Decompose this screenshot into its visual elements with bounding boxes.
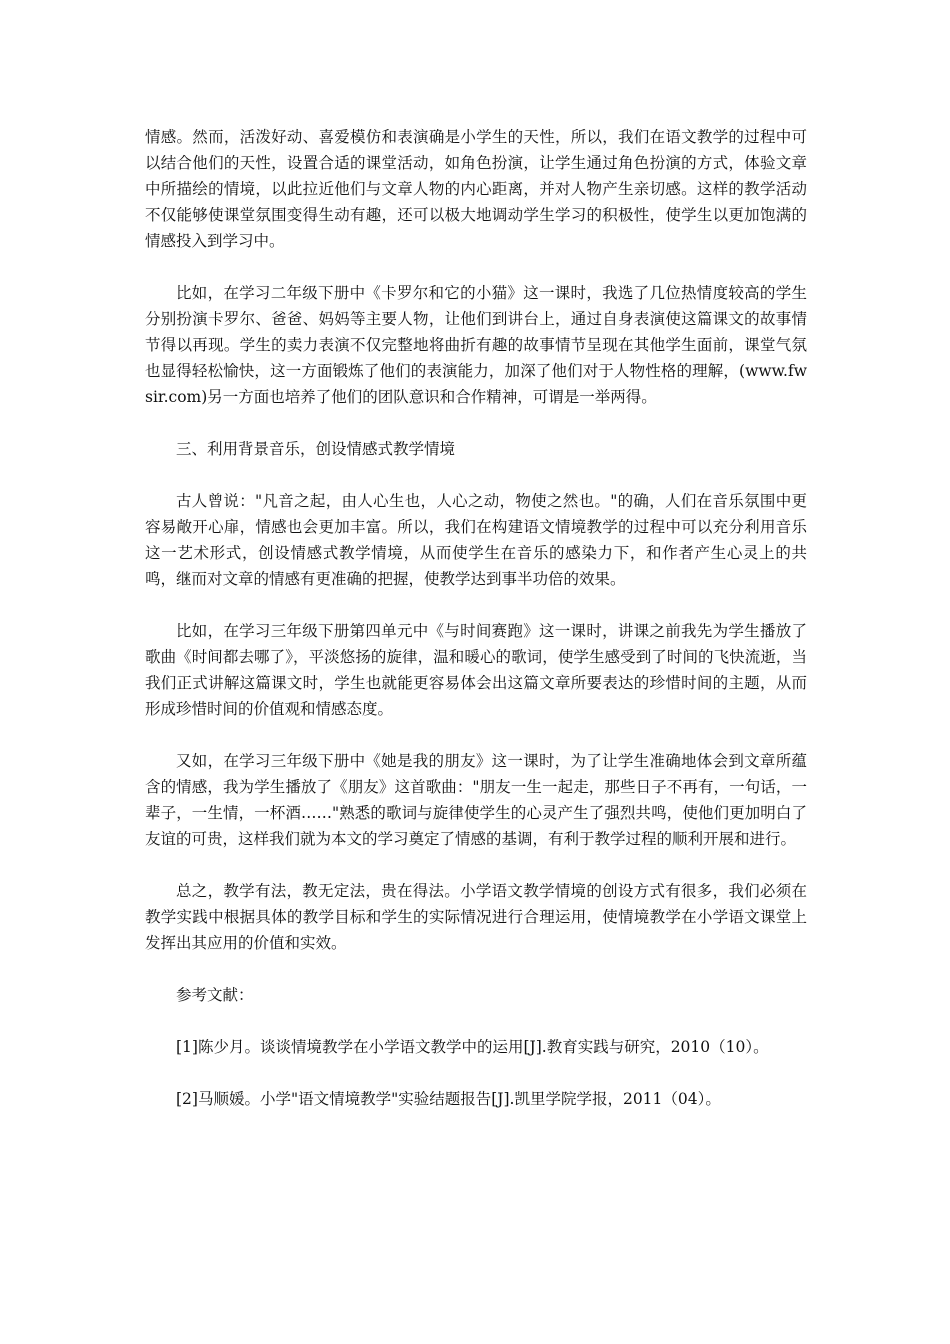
paragraph-music-example-2: 又如，在学习三年级下册中《她是我的朋友》这一课时，为了让学生准确地体会到文章所蕴含的情感，我为学生播放了《朋友》这首歌曲："朋友一生一起走，那些日子不再有，一句话，一辈子，一生情，一杯酒……"熟悉的歌词与旋律使学生的心灵产生了强烈共鸣，使他们更加明白了友谊的可贵，这样我们就为本文的学习奠定了情感的基调，有利于教学过程的顺利开展和进行。: [145, 752, 807, 848]
references-heading: 参考文献：: [176, 986, 254, 1004]
paragraph-music-example-1: 比如，在学习三年级下册第四单元中《与时间赛跑》这一课时，讲课之前我先为学生播放了歌曲《时间都去哪了》，平淡悠扬的旋律，温和暖心的歌词，使学生感受到了时间的飞快流逝，当我们正式讲解这篇课文时，学生也就能更容易体会出这篇文章所要表达的珍惜时间的主题，从而形成珍惜时间的价值观和情感态度。: [145, 622, 807, 718]
paragraph-role-play-example: 比如，在学习二年级下册中《卡罗尔和它的小猫》这一课时，我选了几位热情度较高的学生分别扮演卡罗尔、爸爸、妈妈等主要人物，让他们到讲台上，通过自身表演使这篇课文的故事情节得以再现。学生的卖力表演不仅完整地将曲折有趣的故事情节呈现在其他学生面前，课堂气氛也显得轻松愉快，这一方面锻炼了他们的表演能力，加深了他们对于人物性格的理解，(www.fwsir.com)另一方面也培养了他们的团队意识和合作精神，可谓是一举两得。: [145, 284, 807, 406]
document-page: [145, 124, 807, 1138]
section-heading-music: 三、利用背景音乐，创设情感式教学情境: [176, 440, 456, 458]
paragraph-music-intro: 古人曾说："凡音之起，由人心生也，人心之动，物使之然也。"的确，人们在音乐氛围中更容易敞开心扉，情感也会更加丰富。所以，我们在构建语文情境教学的过程中可以充分利用音乐这一艺术形式，创设情感式教学情境，从而使学生在音乐的感染力下，和作者产生心灵上的共鸣，继而对文章的情感有更准确的把握，使教学达到事半功倍的效果。: [145, 492, 807, 588]
paragraph-conclusion: 总之，教学有法，教无定法，贵在得法。小学语文教学情境的创设方式有很多，我们必须在教学实践中根据具体的教学目标和学生的实际情况进行合理运用，使情境教学在小学语文课堂上发挥出其应用的价值和实效。: [145, 882, 807, 952]
reference-item: [2]马顺媛。小学"语文情境教学"实验结题报告[J].凯里学院学报，2011（04）。: [176, 1090, 721, 1108]
paragraph-continuation: 情感。然而，活泼好动、喜爱模仿和表演确是小学生的天性，所以，我们在语文教学的过程中可以结合他们的天性，设置合适的课堂活动，如角色扮演，让学生通过角色扮演的方式，体验文章中所描绘的情境，以此拉近他们与文章人物的内心距离，并对人物产生亲切感。这样的教学活动不仅能够使课堂氛围变得生动有趣，还可以极大地调动学生学习的积极性，使学生以更加饱满的情感投入到学习中。: [145, 128, 807, 250]
reference-item: [1]陈少月。谈谈情境教学在小学语文教学中的运用[J].教育实践与研究，2010（10）。: [176, 1038, 769, 1056]
